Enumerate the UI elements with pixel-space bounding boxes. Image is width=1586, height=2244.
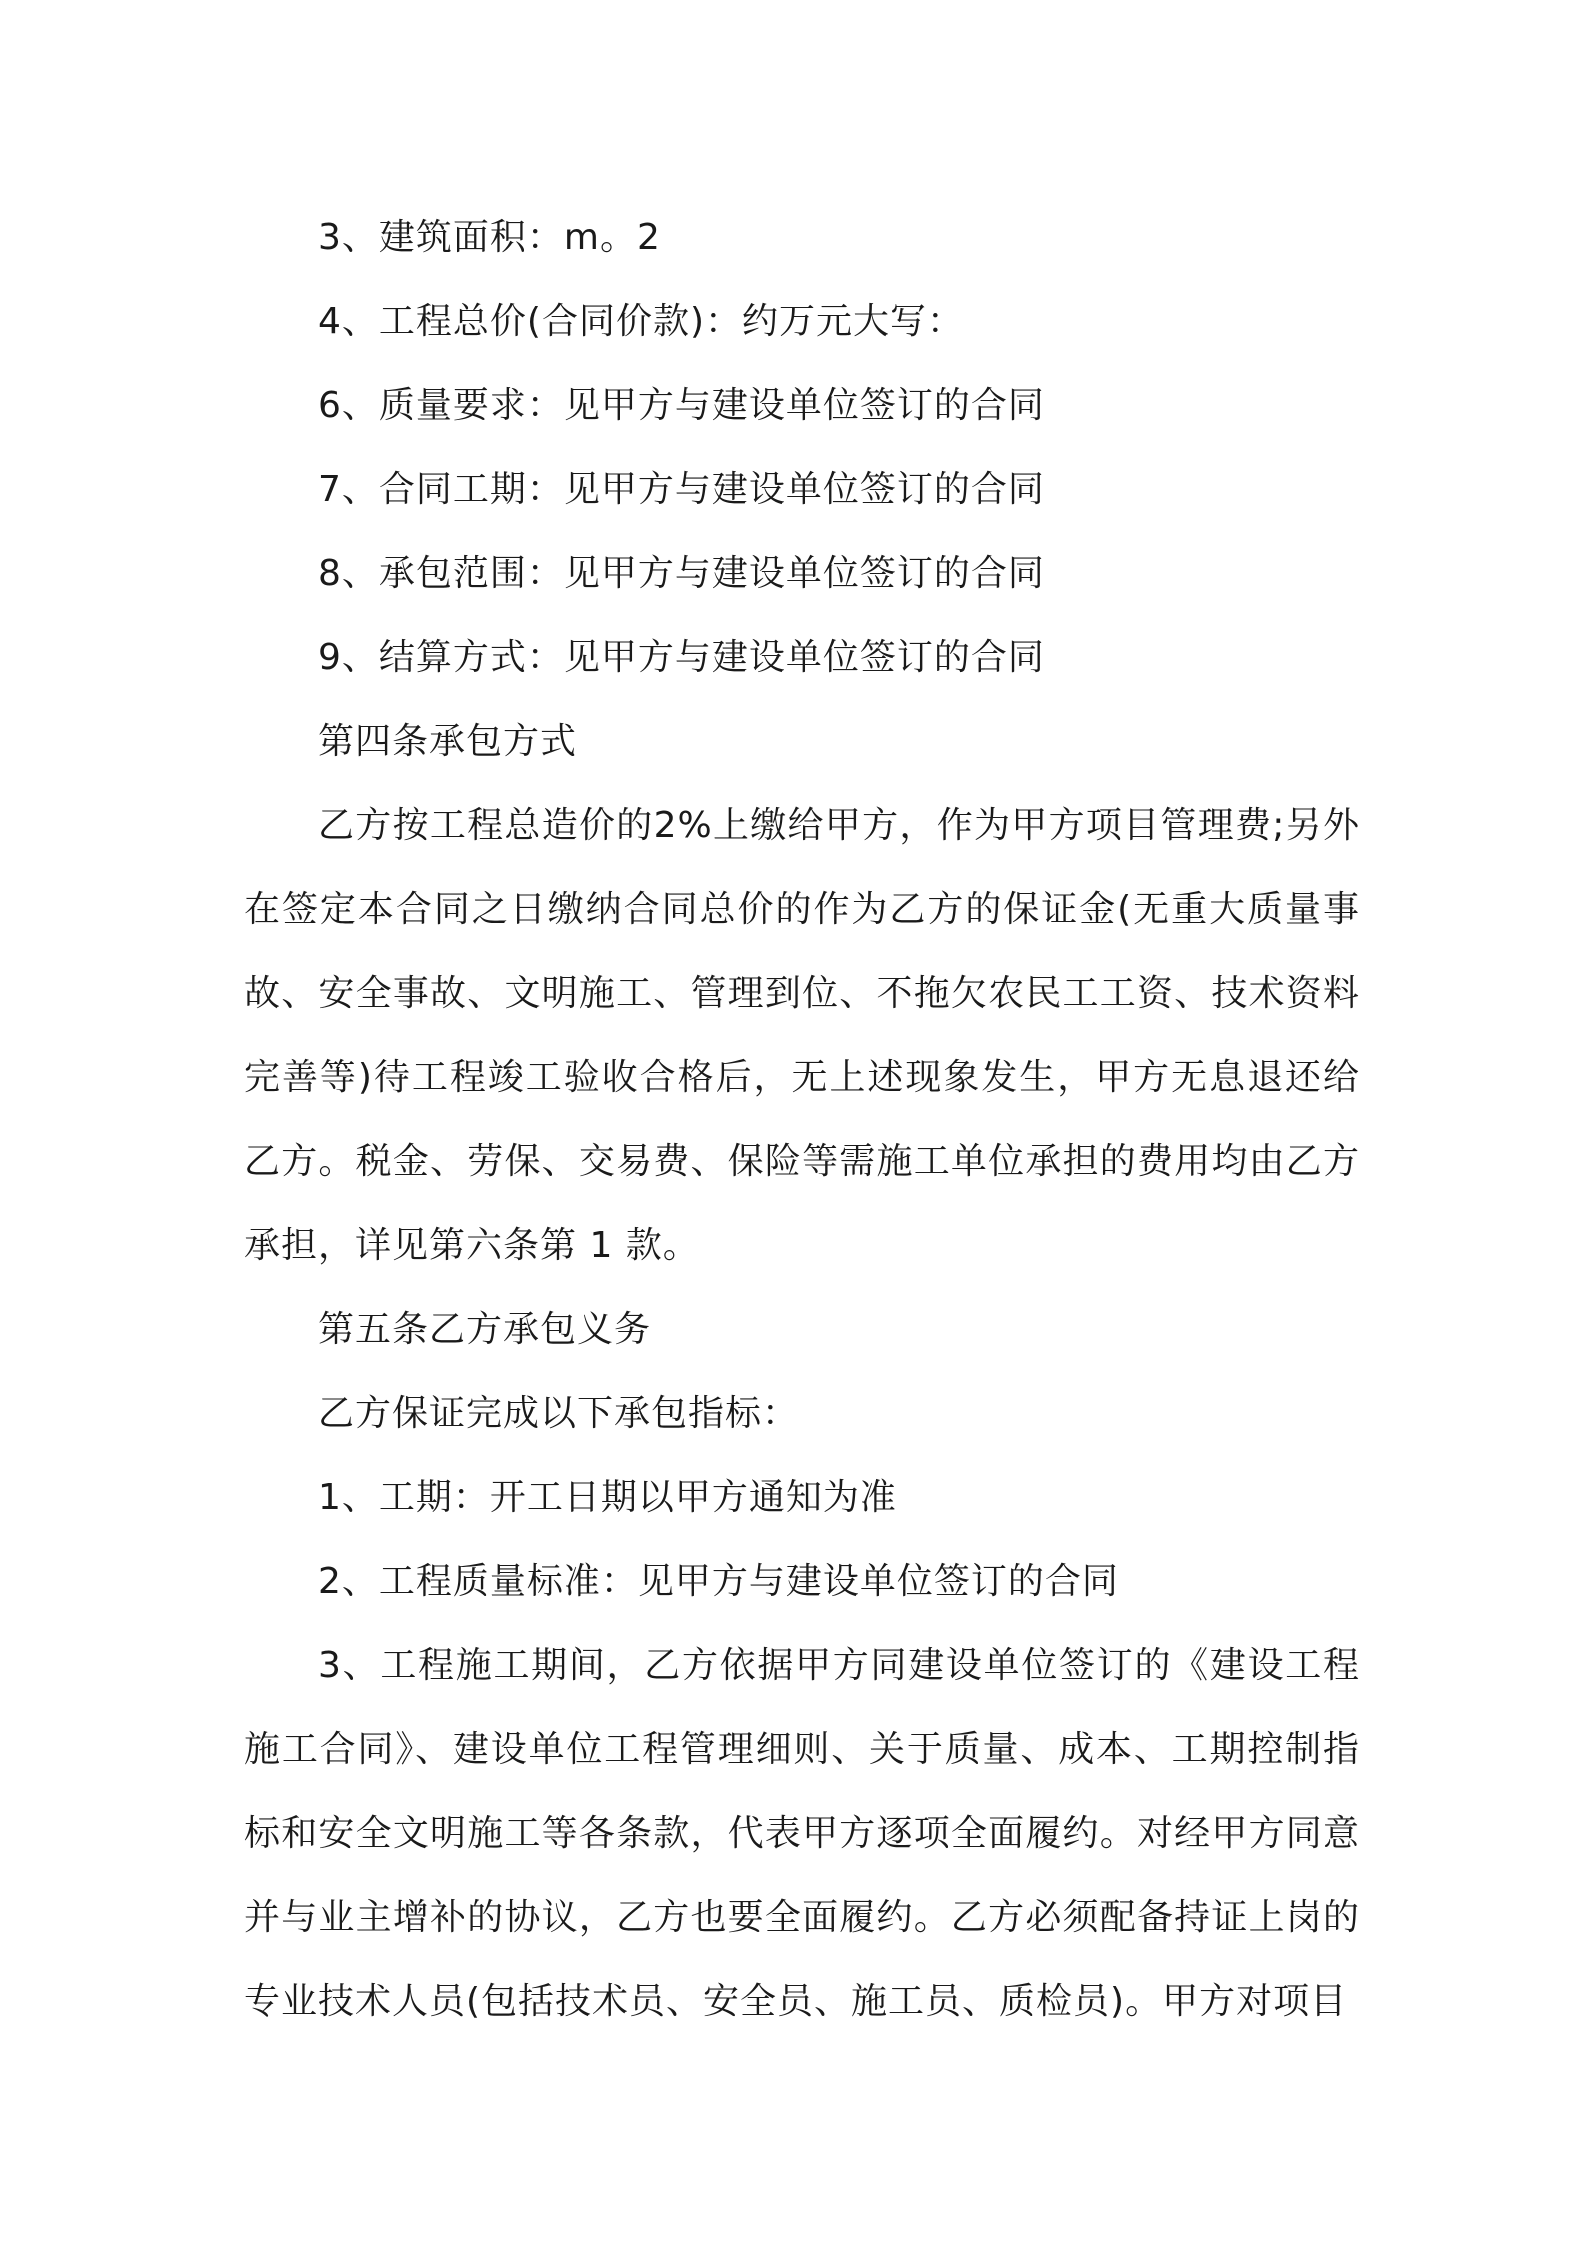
clause-item-duration: 7、合同工期：见甲方与建设单位签订的合同 xyxy=(318,469,1045,510)
article-heading-5: 第五条乙方承包义务 xyxy=(318,1309,652,1350)
obligation-item-quality: 2、工程质量标准：见甲方与建设单位签订的合同 xyxy=(318,1561,1119,1602)
clause-item-settlement: 9、结算方式：见甲方与建设单位签订的合同 xyxy=(318,637,1045,678)
article-5-intro: 乙方保证完成以下承包指标： xyxy=(318,1393,800,1434)
clause-item-scope: 8、承包范围：见甲方与建设单位签订的合同 xyxy=(318,553,1045,594)
obligation-item-schedule: 1、工期：开工日期以甲方通知为准 xyxy=(318,1477,897,1518)
clause-item-area: 3、建筑面积：m。2 xyxy=(318,217,661,258)
article-heading-4: 第四条承包方式 xyxy=(318,721,578,762)
article-4-paragraph: 乙方按工程总造价的2%上缴给甲方，作为甲方项目管理费;另外在签定本合同之日缴纳合同总价的作为乙方的保证金(无重大质量事故、安全事故、文明施工、管理到位、不拖欠农民工工资、技术资料完善等)待工程竣工验收合格后，无上述现象发生，甲方无息退还给乙方。税金、劳保、交易费、保险等需施工单位承担的费用均由乙方承担，详见第六条第 1 款。 xyxy=(244,805,1360,1266)
obligation-item-construction: 3、工程施工期间，乙方依据甲方同建设单位签订的《建设工程施工合同》、建设单位工程管理细则、关于质量、成本、工期控制指标和安全文明施工等各条款，代表甲方逐项全面履约。对经甲方同意并与业主增补的协议，乙方也要全面履约。乙方必须配备持证上岗的专业技术人员(包括技术员、安全员、施工员、质检员)。甲方对项目 xyxy=(244,1645,1360,2022)
document-body xyxy=(244,196,1360,2044)
clause-item-total-price: 4、工程总价(合同价款)：约万元大写： xyxy=(318,301,964,342)
clause-item-quality: 6、质量要求：见甲方与建设单位签订的合同 xyxy=(318,385,1045,426)
